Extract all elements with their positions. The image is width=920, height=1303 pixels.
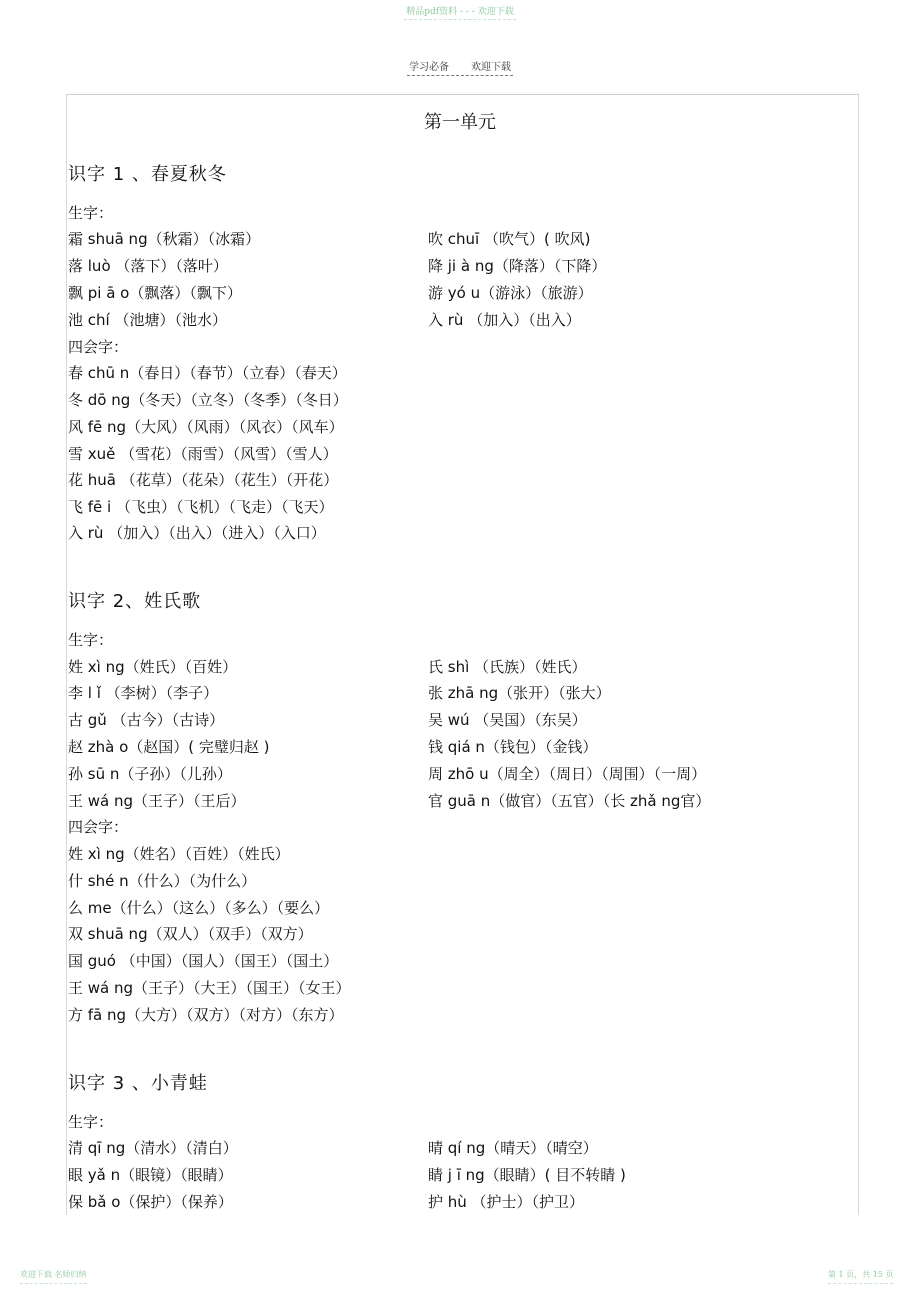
lesson-1-sheng-zi-left-3: 飘 pi ā o（飘落）（飘下） xyxy=(68,284,242,302)
lesson-3-sheng-zi-label: 生字： xyxy=(68,1113,114,1131)
lesson-3-sheng-zi-right-3: 护 hù （护士）（护卫） xyxy=(428,1193,585,1211)
lesson-2-sheng-zi-left-5: 孙 sū n（子孙）（儿孙） xyxy=(68,765,232,783)
lesson-3-sheng-zi-right-1: 晴 qí ng（晴天）（晴空） xyxy=(428,1139,598,1157)
lesson-3-sheng-zi-left-1: 清 qī ng（清水）（清白） xyxy=(68,1139,238,1157)
lesson-2-si-hui-6: 王 wá ng（王子）（大王）（国王）（女王） xyxy=(68,979,351,997)
lesson-1-si-hui-1: 春 chū n（春日）（春节）（立春）（春天） xyxy=(68,364,347,382)
lesson-2-si-hui-4: 双 shuā ng（双人）（双手）（双方） xyxy=(68,925,313,943)
page-header xyxy=(0,58,920,76)
lesson-2-sheng-zi-right-6: 官 guā n（做官）（五官）（长 zhǎ ng官） xyxy=(428,792,711,810)
lesson-1-si-hui-3: 风 fē ng（大风）（风雨）（风衣）（风车） xyxy=(68,418,344,436)
lesson-2-si-hui-3: 么 me（什么）（这么）（多么）（要么） xyxy=(68,899,330,917)
footer-right-divider xyxy=(828,1283,893,1284)
lesson-1-title: 识字 1 、春夏秋冬 xyxy=(68,164,227,185)
lesson-2-sheng-zi-left-2: 李 l ǐ （李树）（李子） xyxy=(68,684,219,702)
footer-page-number: 第 1 页，共 15 页 xyxy=(828,1270,894,1279)
lesson-1-sheng-zi-label: 生字： xyxy=(68,204,114,222)
lesson-1-si-hui-7: 入 rù （加入）（出入）（进入）（入口） xyxy=(68,524,326,542)
lesson-1-si-hui-2: 冬 dō ng（冬天）（立冬）（冬季）（冬日） xyxy=(68,391,348,409)
lesson-2-sheng-zi-left-1: 姓 xì ng（姓氏）（百姓） xyxy=(68,658,238,676)
header-divider xyxy=(407,75,513,76)
lesson-2-sheng-zi-left-6: 王 wá ng（王子）（王后） xyxy=(68,792,246,810)
watermark-top xyxy=(0,4,920,20)
lesson-1-sheng-zi-left-1: 霜 shuā ng（秋霜）（冰霜） xyxy=(68,230,261,248)
lesson-2-si-hui-label: 四会字： xyxy=(68,818,129,836)
lesson-2-si-hui-5: 国 guó （中国）（国人）（国王）（国土） xyxy=(68,952,339,970)
lesson-2-title: 识字 2、姓氏歌 xyxy=(68,591,202,612)
lesson-1-si-hui-5: 花 huā （花草）（花朵）（花生）（开花） xyxy=(68,471,339,489)
lesson-1-sheng-zi-left-2: 落 luò （落下）（落叶） xyxy=(68,257,228,275)
lesson-1-si-hui-6: 飞 fē i （飞虫）（飞机）（飞走）（飞天） xyxy=(68,498,334,516)
lesson-1-sheng-zi-right-1: 吹 chuī （吹气）( 吹风) xyxy=(428,230,591,248)
lesson-2-sheng-zi-right-3: 吴 wú （吴国）（东吴） xyxy=(428,711,587,729)
lesson-2-sheng-zi-left-4: 赵 zhà o（赵国）( 完璧归赵 ) xyxy=(68,738,270,756)
footer-left-divider xyxy=(20,1283,87,1284)
lesson-1-sheng-zi-right-3: 游 yó u（游泳）（旅游） xyxy=(428,284,593,302)
footer-left xyxy=(20,1269,87,1284)
lesson-3-title: 识字 3 、小青蛙 xyxy=(68,1073,208,1094)
lesson-2-si-hui-2: 什 shé n（什么）（为什么） xyxy=(68,872,257,890)
footer-left-text: 欢迎下载 名师归纳 xyxy=(20,1270,87,1279)
lesson-2-sheng-zi-left-3: 古 gǔ （古今）（古诗） xyxy=(68,711,225,729)
lesson-1-si-hui-label: 四会字： xyxy=(68,338,129,356)
lesson-3-sheng-zi-right-2: 睛 j ī ng（眼睛）( 目不转睛 ) xyxy=(428,1166,626,1184)
lesson-2-sheng-zi-right-1: 氏 shì （氏族）（姓氏） xyxy=(428,658,587,676)
lesson-3-sheng-zi-left-3: 保 bǎ o（保护）（保养） xyxy=(68,1193,233,1211)
lesson-2-sheng-zi-right-2: 张 zhā ng（张开）（张大） xyxy=(428,684,611,702)
unit-title: 第一单元 xyxy=(424,112,496,133)
lesson-1-sheng-zi-right-4: 入 rù （加入）（出入） xyxy=(428,311,581,329)
footer-right xyxy=(828,1269,893,1284)
header-right: 欢迎下载 xyxy=(471,62,511,73)
watermark-top-divider xyxy=(404,19,516,20)
lesson-2-sheng-zi-label: 生字： xyxy=(68,631,114,649)
lesson-3-sheng-zi-left-2: 眼 yǎ n（眼镜）（眼睛） xyxy=(68,1166,233,1184)
lesson-1-sheng-zi-right-2: 降 ji à ng（降落）（下降） xyxy=(428,257,607,275)
watermark-top-text: 精品pdf资料 - - - 欢迎下载 xyxy=(406,7,514,17)
lesson-1-si-hui-4: 雪 xuě （雪花）（雨雪）（风雪）（雪人） xyxy=(68,445,338,463)
lesson-1-sheng-zi-left-4: 池 chí （池塘）（池水） xyxy=(68,311,227,329)
lesson-2-si-hui-1: 姓 xì ng（姓名）（百姓）（姓氏） xyxy=(68,845,290,863)
lesson-2-si-hui-7: 方 fā ng（大方）（双方）（对方）（东方） xyxy=(68,1006,344,1024)
lesson-2-sheng-zi-right-5: 周 zhō u（周全）（周日）（周围）（一周） xyxy=(428,765,707,783)
lesson-2-sheng-zi-right-4: 钱 qiá n（钱包）（金钱） xyxy=(428,738,598,756)
header-left: 学习必备 xyxy=(409,62,449,73)
